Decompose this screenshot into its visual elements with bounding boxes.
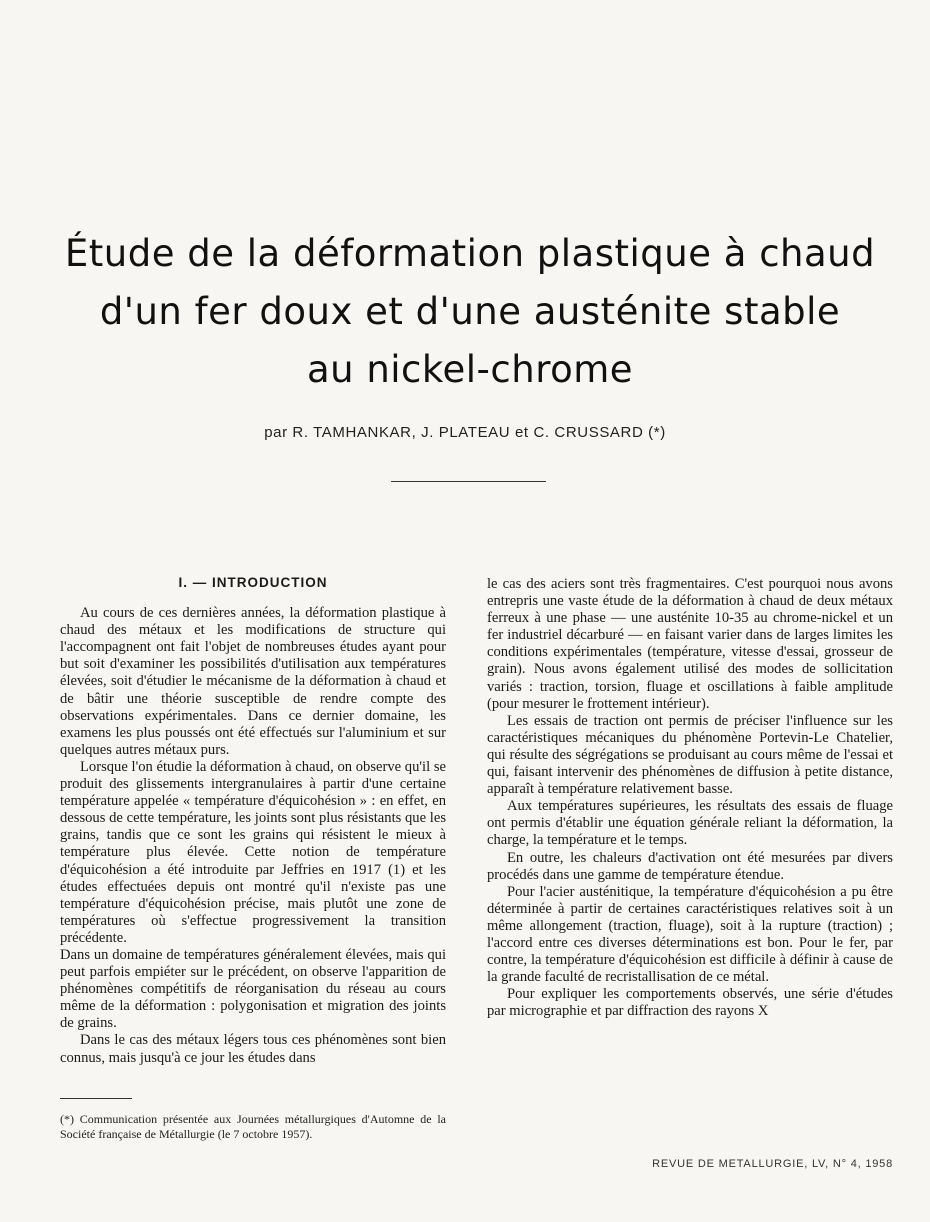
paragraph: En outre, les chaleurs d'activation ont été mesurées par divers procédés dans une gamme de température étendue.	[487, 849, 893, 883]
title-line-2: d'un fer doux et d'une austénite stable	[99, 290, 841, 333]
right-column	[487, 576, 893, 1020]
section-heading: I. — INTRODUCTION	[178, 575, 328, 590]
paragraph: le cas des aciers sont très fragmentaires. C'est pourquoi nous avons entrepris une vaste étude de la déformation à chaud de deux métaux ferreux à une phase — une austénite 10-35 au chrome-nickel et un fer industriel décarburé — en faisant varier dans de larges limites les conditions expérimentales (température, vitesse d'essai, grosseur de grain). Nous avons également utilisé des modes de sollicitation variés : traction, torsion, fluage et oscillations à faible amplitude (pour mesurer le frottement intérieur).	[487, 576, 893, 712]
paragraph: Au cours de ces dernières années, la déformation plastique à chaud des métaux et les modifications de structure qui l'accompagnent ont fait l'objet de nombreuses études ayant pour but soit d'examiner les possibilités d'utilisation aux températures élevées, soit d'étudier le mécanisme de la déformation à chaud et de bâtir une théorie susceptible de rendre compte des observations expérimentales. Dans ce dernier domaine, les examens les plus poussés ont été effectués sur l'aluminium et sur quelques autres métaux purs.	[60, 605, 446, 758]
title-divider	[391, 481, 546, 482]
left-column	[60, 574, 446, 1067]
paragraph: Pour expliquer les comportements observés, une série d'études par micrographie et par diffraction des rayons X	[487, 986, 893, 1020]
paragraph: Dans un domaine de températures généralement élevées, mais qui peut parfois empiéter sur le précédent, on observe l'apparition de phénomènes compétitifs de réorganisation du réseau au cours même de la déformation : polygonisation et migration des joints de grains.	[60, 946, 446, 1032]
title-line-1: Étude de la déformation plastique à chaud	[64, 232, 876, 275]
title-line-3: au nickel-chrome	[306, 348, 634, 391]
paragraph: Aux températures supérieures, les résultats des essais de fluage ont permis d'établir une équation générale reliant la déformation, la charge, la température et le temps.	[487, 798, 893, 849]
paragraph: Lorsque l'on étudie la déformation à chaud, on observe qu'il se produit des glissements intergranulaires à partir d'une certaine température appelée « température d'équicohésion » : en effet, en dessous de cette température, les joints sont plus résistants que les grains, tandis que ce sont les grains qui résistent le mieux à température plus élevée. Cette notion de température d'équicohésion a été introduite par Jeffries en 1917 (1) et les études effectuées depuis ont montré qu'il n'existe pas une température d'équicohésion précise, mais plutôt une zone de températures où s'effectue progressivement la transition précédente.	[60, 758, 446, 946]
footnote: (*) Communication présentée aux Journées métallurgiques d'Automne de la Société française de Métallurgie (le 7 octobre 1957).	[60, 1112, 446, 1141]
author-byline: par R. TAMHANKAR, J. PLATEAU et C. CRUSSARD (*)	[264, 424, 666, 441]
paragraph: Les essais de traction ont permis de préciser l'influence sur les caractéristiques mécaniques du phénomène Portevin-Le Chatelier, qui résulte des ségrégations se produisant au cours même de l'essai et qui, faisant intervenir des phénomènes de diffusion à petite distance, apparaît à température relativement basse.	[487, 712, 893, 798]
paragraph: Dans le cas des métaux légers tous ces phénomènes sont bien connus, mais jusqu'à ce jour les études dans	[60, 1032, 446, 1066]
footnote-divider	[60, 1098, 132, 1099]
article-title	[40, 225, 900, 399]
paragraph: Pour l'acier austénitique, la température d'équicohésion a pu être déterminée à partir de certaines caractéristiques relatives soit à un même allongement (traction, fluage), soit à la rupture (traction) ; l'accord entre ces diverses déterminations est bon. Pour le fer, par contre, la température d'équicohésion est difficile à définir à cause de la grande faculté de recristallisation de ce métal.	[487, 883, 893, 986]
running-footer: REVUE DE METALLURGIE, LV, N° 4, 1958	[652, 1158, 893, 1170]
